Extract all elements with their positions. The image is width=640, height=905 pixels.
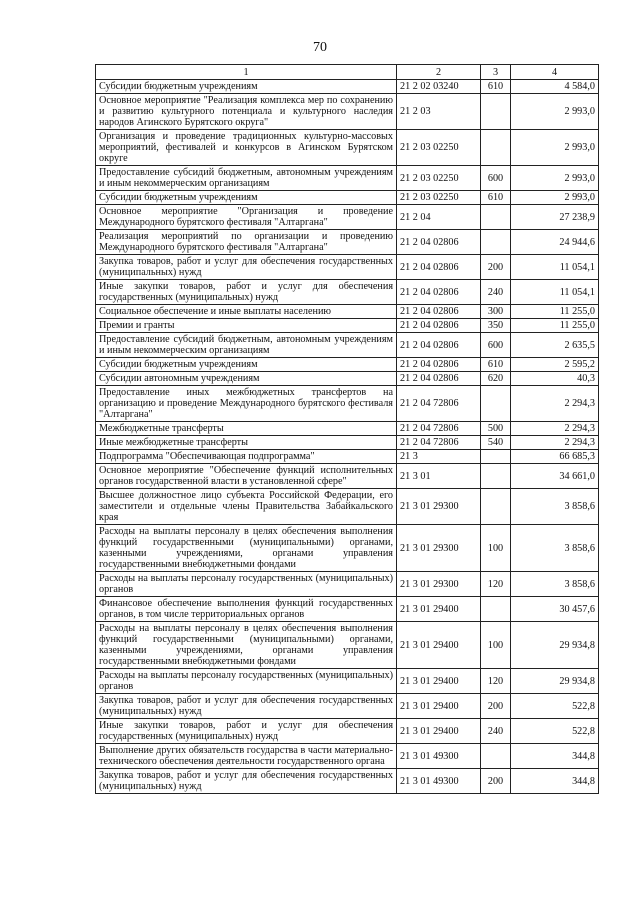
row-amount: 2 294,3 — [511, 386, 599, 422]
row-amount: 2 993,0 — [511, 191, 599, 205]
row-amount: 2 294,3 — [511, 436, 599, 450]
table-row — [96, 669, 599, 694]
row-expense-type: 100 — [481, 525, 511, 572]
row-amount: 30 457,6 — [511, 597, 599, 622]
row-expense-type: 500 — [481, 422, 511, 436]
row-code: 21 2 04 02806 — [397, 319, 481, 333]
row-amount: 29 934,8 — [511, 669, 599, 694]
row-name: Подпрограмма "Обеспечивающая подпрограмма" — [96, 450, 397, 464]
budget-table — [95, 64, 599, 794]
row-code: 21 3 01 29400 — [397, 694, 481, 719]
header-col-3: 3 — [481, 65, 511, 80]
row-name: Расходы на выплаты персоналу государственных (муниципальных) органов — [96, 669, 397, 694]
row-name: Предоставление субсидий бюджетным, автономным учреждениям и иным некоммерческим организациям — [96, 166, 397, 191]
table-row — [96, 205, 599, 230]
table-row — [96, 333, 599, 358]
table-row — [96, 191, 599, 205]
row-expense-type: 600 — [481, 166, 511, 191]
row-name: Иные закупки товаров, работ и услуг для обеспечения государственных (муниципальных) нужд — [96, 280, 397, 305]
row-amount: 4 584,0 — [511, 80, 599, 94]
row-name: Межбюджетные трансферты — [96, 422, 397, 436]
row-name: Закупка товаров, работ и услуг для обеспечения государственных (муниципальных) нужд — [96, 255, 397, 280]
row-expense-type: 540 — [481, 436, 511, 450]
row-code: 21 3 01 29400 — [397, 622, 481, 669]
row-expense-type: 610 — [481, 358, 511, 372]
row-expense-type: 350 — [481, 319, 511, 333]
row-expense-type: 120 — [481, 669, 511, 694]
row-code: 21 2 04 02806 — [397, 333, 481, 358]
row-name: Иные межбюджетные трансферты — [96, 436, 397, 450]
row-name: Финансовое обеспечение выполнения функций государственных органов, в том числе территориальных органов — [96, 597, 397, 622]
row-expense-type: 300 — [481, 305, 511, 319]
table-header-row — [96, 65, 599, 80]
header-col-1: 1 — [96, 65, 397, 80]
row-amount: 2 294,3 — [511, 422, 599, 436]
table-row — [96, 744, 599, 769]
row-code: 21 2 04 02806 — [397, 230, 481, 255]
row-expense-type — [481, 597, 511, 622]
row-amount: 27 238,9 — [511, 205, 599, 230]
table-row — [96, 525, 599, 572]
row-name: Основное мероприятие "Реализация комплекса мер по сохранению и развитию культурного потенциала и культурного наследия народов Агинского Бурятского округа" — [96, 94, 397, 130]
table-body — [96, 80, 599, 794]
row-code: 21 2 04 — [397, 205, 481, 230]
row-amount: 2 993,0 — [511, 130, 599, 166]
row-amount: 2 635,5 — [511, 333, 599, 358]
row-amount: 2 993,0 — [511, 166, 599, 191]
row-code: 21 3 01 29300 — [397, 489, 481, 525]
row-name: Предоставление иных межбюджетных трансфертов на организацию и проведение Международного бурятского фестиваля "Алтаргана" — [96, 386, 397, 422]
row-expense-type: 610 — [481, 80, 511, 94]
row-amount: 11 054,1 — [511, 255, 599, 280]
table-row — [96, 622, 599, 669]
table-row — [96, 280, 599, 305]
row-name: Расходы на выплаты персоналу в целях обеспечения выполнения функций государственными (муниципальными) органами, казенными учреждениями, органами управления государственными внебюджетными фондами — [96, 525, 397, 572]
row-expense-type — [481, 450, 511, 464]
row-code: 21 3 01 29400 — [397, 719, 481, 744]
row-code: 21 2 04 72806 — [397, 436, 481, 450]
row-amount: 29 934,8 — [511, 622, 599, 669]
row-name: Субсидии бюджетным учреждениям — [96, 191, 397, 205]
row-code: 21 2 02 03240 — [397, 80, 481, 94]
table-row — [96, 130, 599, 166]
table-row — [96, 372, 599, 386]
row-amount: 11 054,1 — [511, 280, 599, 305]
row-amount: 11 255,0 — [511, 319, 599, 333]
row-amount: 522,8 — [511, 719, 599, 744]
table-row — [96, 422, 599, 436]
row-expense-type: 100 — [481, 622, 511, 669]
row-expense-type — [481, 464, 511, 489]
row-code: 21 3 01 29300 — [397, 572, 481, 597]
table-row — [96, 358, 599, 372]
row-name: Субсидии бюджетным учреждениям — [96, 80, 397, 94]
row-amount: 3 858,6 — [511, 525, 599, 572]
row-expense-type: 240 — [481, 280, 511, 305]
row-name: Социальное обеспечение и иные выплаты населению — [96, 305, 397, 319]
row-expense-type: 610 — [481, 191, 511, 205]
table-row — [96, 305, 599, 319]
row-amount: 34 661,0 — [511, 464, 599, 489]
table-row — [96, 166, 599, 191]
row-code: 21 2 04 02806 — [397, 280, 481, 305]
row-expense-type: 620 — [481, 372, 511, 386]
row-name: Основное мероприятие "Организация и проведение Международного бурятского фестиваля "Алтаргана" — [96, 205, 397, 230]
row-amount: 3 858,6 — [511, 572, 599, 597]
table-row — [96, 80, 599, 94]
row-amount: 522,8 — [511, 694, 599, 719]
table-row — [96, 572, 599, 597]
row-expense-type: 600 — [481, 333, 511, 358]
row-amount: 3 858,6 — [511, 489, 599, 525]
row-expense-type — [481, 130, 511, 166]
row-code: 21 2 04 72806 — [397, 422, 481, 436]
row-expense-type — [481, 386, 511, 422]
table-row — [96, 255, 599, 280]
row-name: Организация и проведение традиционных культурно-массовых мероприятий, фестивалей и конкурсов в Агинском Бурятском округе — [96, 130, 397, 166]
row-code: 21 2 03 02250 — [397, 130, 481, 166]
row-code: 21 3 01 29400 — [397, 597, 481, 622]
row-code: 21 2 03 02250 — [397, 166, 481, 191]
row-code: 21 3 01 — [397, 464, 481, 489]
row-code: 21 2 03 02250 — [397, 191, 481, 205]
header-col-2: 2 — [397, 65, 481, 80]
row-code: 21 3 — [397, 450, 481, 464]
page-number: 70 — [313, 40, 327, 55]
row-expense-type: 120 — [481, 572, 511, 597]
row-amount: 11 255,0 — [511, 305, 599, 319]
row-name: Закупка товаров, работ и услуг для обеспечения государственных (муниципальных) нужд — [96, 694, 397, 719]
row-name: Субсидии автономным учреждениям — [96, 372, 397, 386]
row-amount: 66 685,3 — [511, 450, 599, 464]
row-expense-type — [481, 94, 511, 130]
table-row — [96, 694, 599, 719]
row-code: 21 2 04 02806 — [397, 255, 481, 280]
row-expense-type — [481, 205, 511, 230]
row-expense-type — [481, 489, 511, 525]
row-code: 21 3 01 49300 — [397, 744, 481, 769]
table-row — [96, 450, 599, 464]
row-expense-type: 200 — [481, 255, 511, 280]
row-amount: 344,8 — [511, 744, 599, 769]
table-row — [96, 230, 599, 255]
row-code: 21 2 04 02806 — [397, 305, 481, 319]
row-name: Иные закупки товаров, работ и услуг для обеспечения государственных (муниципальных) нужд — [96, 719, 397, 744]
table-row — [96, 769, 599, 794]
row-code: 21 2 03 — [397, 94, 481, 130]
table-row — [96, 719, 599, 744]
row-amount: 2 595,2 — [511, 358, 599, 372]
row-code: 21 3 01 49300 — [397, 769, 481, 794]
table-row — [96, 319, 599, 333]
row-expense-type — [481, 230, 511, 255]
row-name: Высшее должностное лицо субъекта Российской Федерации, его заместители и отдельные члены Правительства Забайкальского края — [96, 489, 397, 525]
row-code: 21 2 04 02806 — [397, 372, 481, 386]
table-row — [96, 94, 599, 130]
row-name: Предоставление субсидий бюджетным, автономным учреждениям и иным некоммерческим организациям — [96, 333, 397, 358]
row-name: Основное мероприятие "Обеспечение функций исполнительных органов государственной власти в установленной сфере" — [96, 464, 397, 489]
row-amount: 24 944,6 — [511, 230, 599, 255]
row-expense-type: 240 — [481, 719, 511, 744]
table-row — [96, 489, 599, 525]
row-expense-type: 200 — [481, 694, 511, 719]
row-code: 21 3 01 29300 — [397, 525, 481, 572]
row-amount: 40,3 — [511, 372, 599, 386]
row-name: Субсидии бюджетным учреждениям — [96, 358, 397, 372]
row-amount: 344,8 — [511, 769, 599, 794]
row-code: 21 3 01 29400 — [397, 669, 481, 694]
header-col-4: 4 — [511, 65, 599, 80]
row-expense-type: 200 — [481, 769, 511, 794]
row-amount: 2 993,0 — [511, 94, 599, 130]
row-name: Выполнение других обязательств государства в части материально-технического обеспечения деятельности государственного органа — [96, 744, 397, 769]
row-name: Расходы на выплаты персоналу государственных (муниципальных) органов — [96, 572, 397, 597]
table-row — [96, 436, 599, 450]
row-code: 21 2 04 72806 — [397, 386, 481, 422]
table-row — [96, 597, 599, 622]
row-expense-type — [481, 744, 511, 769]
row-name: Премии и гранты — [96, 319, 397, 333]
row-name: Закупка товаров, работ и услуг для обеспечения государственных (муниципальных) нужд — [96, 769, 397, 794]
row-code: 21 2 04 02806 — [397, 358, 481, 372]
row-name: Реализация мероприятий по организации и проведению Международного бурятского фестиваля "Алтаргана" — [96, 230, 397, 255]
table-row — [96, 464, 599, 489]
table-row — [96, 386, 599, 422]
row-name: Расходы на выплаты персоналу в целях обеспечения выполнения функций государственными (муниципальными) органами, казенными учреждениями, органами управления государственными внебюджетными фондами — [96, 622, 397, 669]
